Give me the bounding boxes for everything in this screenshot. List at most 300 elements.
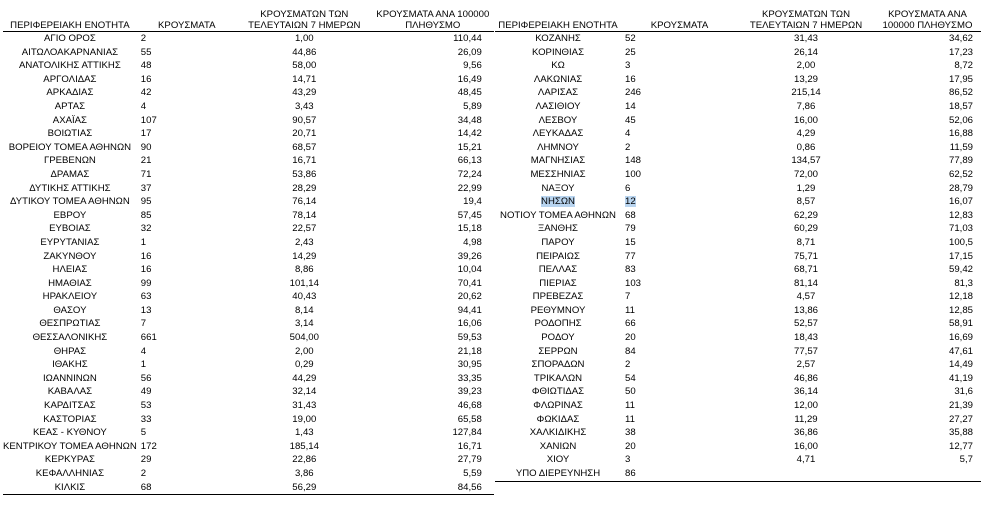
table-row bbox=[495, 331, 981, 345]
last-7-days-cell: 134,57 bbox=[791, 155, 821, 167]
cases-cell: 49 bbox=[140, 386, 152, 398]
per-100k-cell: 8,72 bbox=[954, 60, 973, 72]
regional-cases-table-left bbox=[3, 3, 494, 495]
last-7-days-cell: 2,00 bbox=[294, 345, 314, 357]
cases-cell: 4 bbox=[140, 345, 147, 357]
cases-cell: 63 bbox=[140, 291, 152, 303]
region-name-cell: ΛΕΥΚΑΔΑΣ bbox=[532, 128, 584, 140]
per-100k-cell: 58,91 bbox=[948, 318, 973, 330]
last-7-days-cell: 31,43 bbox=[793, 33, 818, 44]
table-row bbox=[3, 263, 494, 277]
region-name-cell: ΗΡΑΚΛΕΙΟΥ bbox=[42, 291, 98, 303]
per-100k-cell: 12,18 bbox=[948, 291, 973, 303]
region-name-cell: ΣΠΟΡΑΔΩΝ bbox=[531, 359, 585, 371]
table-row bbox=[3, 127, 494, 141]
last-7-days-cell: 62,29 bbox=[793, 209, 818, 221]
per-100k-cell: 21,39 bbox=[948, 400, 973, 412]
last-7-days-cell: 16,00 bbox=[793, 440, 818, 452]
region-name-cell: ΕΒΡΟΥ bbox=[53, 209, 87, 221]
last-7-days-cell: 72,00 bbox=[793, 168, 818, 180]
header-cases: ΚΡΟΥΣΜΑΤΑ bbox=[621, 3, 738, 32]
last-7-days-cell: 4,57 bbox=[796, 291, 816, 303]
last-7-days-cell: 3,43 bbox=[294, 100, 314, 112]
last-7-days-cell: 77,57 bbox=[793, 345, 818, 357]
region-name-cell: ΧΙΟΥ bbox=[546, 454, 570, 466]
per-100k-cell: 110,44 bbox=[453, 33, 482, 44]
table-row bbox=[495, 277, 981, 291]
last-7-days-cell: 76,14 bbox=[292, 196, 317, 208]
last-7-days-cell: 8,71 bbox=[796, 236, 816, 248]
table-row bbox=[3, 453, 494, 467]
last-7-days-cell: 8,86 bbox=[294, 264, 314, 276]
region-name-cell: ΠΕΛΛΑΣ bbox=[538, 264, 578, 276]
table-row bbox=[3, 250, 494, 264]
cases-cell: 16 bbox=[140, 264, 152, 276]
cases-cell: 11 bbox=[625, 304, 635, 316]
table-row bbox=[3, 73, 494, 87]
cases-cell: 661 bbox=[140, 332, 157, 344]
cases-cell: 246 bbox=[625, 87, 642, 99]
region-name-cell: ΥΠΟ ΔΙΕΡΕΥΝΗΣΗ bbox=[495, 467, 621, 481]
per-100k-cell: 16,07 bbox=[948, 196, 973, 208]
cases-cell: 56 bbox=[140, 372, 152, 384]
cases-cell: 6 bbox=[625, 182, 631, 194]
cases-cell: 107 bbox=[140, 114, 157, 126]
region-name-cell: ΘΑΣΟΥ bbox=[53, 304, 87, 316]
per-100k-cell: 10,04 bbox=[457, 264, 482, 276]
last-7-days-cell: 31,43 bbox=[292, 400, 317, 412]
table-row bbox=[495, 59, 981, 73]
last-7-days-cell: 185,14 bbox=[289, 440, 319, 452]
per-100k-cell: 70,41 bbox=[457, 277, 482, 289]
cases-cell: 32 bbox=[140, 223, 152, 235]
per-100k-cell: 33,35 bbox=[457, 372, 482, 384]
per-100k-cell: 4,98 bbox=[463, 236, 482, 248]
per-100k-cell: 81,3 bbox=[954, 277, 973, 289]
last-7-days-cell bbox=[738, 467, 874, 481]
cases-cell: 1 bbox=[140, 359, 147, 371]
cases-cell: 4 bbox=[140, 100, 147, 112]
table-row bbox=[3, 345, 494, 359]
per-100k-cell: 28,79 bbox=[948, 182, 973, 194]
last-7-days-cell: 8,14 bbox=[294, 304, 314, 316]
region-name-cell: ΤΡΙΚΑΛΩΝ bbox=[533, 372, 583, 384]
region-name-cell: ΘΗΡΑΣ bbox=[53, 345, 87, 357]
table-row bbox=[3, 467, 494, 481]
last-7-days-cell: 26,14 bbox=[793, 46, 818, 58]
per-100k-cell: 16,88 bbox=[948, 128, 973, 140]
region-name-cell: ΘΕΣΣΑΛΟΝΙΚΗΣ bbox=[32, 332, 108, 344]
region-name-cell: ΒΟΙΩΤΙΑΣ bbox=[47, 128, 93, 140]
last-7-days-cell: 22,86 bbox=[292, 454, 317, 466]
last-7-days-cell: 68,71 bbox=[793, 264, 818, 276]
last-7-days-cell: 58,00 bbox=[292, 60, 317, 72]
last-7-days-cell: 14,71 bbox=[292, 73, 317, 85]
per-100k-cell: 59,42 bbox=[948, 264, 973, 276]
last-7-days-cell: 18,43 bbox=[793, 332, 818, 344]
per-100k-cell: 31,6 bbox=[954, 386, 973, 398]
region-name-cell: ΑΡΤΑΣ bbox=[54, 100, 86, 112]
table-row bbox=[495, 358, 981, 372]
last-7-days-cell: 28,29 bbox=[292, 182, 317, 194]
table-row bbox=[495, 345, 981, 359]
per-100k-cell: 16,06 bbox=[457, 318, 482, 330]
region-name-cell: ΒΟΡΕΙΟΥ ΤΟΜΕΑ ΑΘΗΝΩΝ bbox=[8, 141, 132, 153]
table-row bbox=[3, 195, 494, 209]
table-row bbox=[3, 385, 494, 399]
last-7-days-cell: 78,14 bbox=[292, 209, 317, 221]
cases-cell: 71 bbox=[140, 168, 152, 180]
table-row bbox=[495, 46, 981, 60]
per-100k-cell: 5,59 bbox=[463, 468, 482, 479]
table-row bbox=[495, 413, 981, 427]
per-100k-cell: 62,52 bbox=[948, 168, 973, 180]
cases-cell: 83 bbox=[625, 264, 636, 276]
table-row bbox=[3, 331, 494, 345]
per-100k-cell: 17,95 bbox=[948, 73, 973, 85]
per-100k-cell: 100,5 bbox=[948, 236, 973, 248]
per-100k-cell: 71,03 bbox=[948, 223, 973, 235]
cases-cell: 54 bbox=[625, 372, 636, 384]
cases-cell: 95 bbox=[140, 196, 152, 208]
region-name-cell: ΡΟΔΟΥ bbox=[541, 332, 575, 344]
selected-text-highlight: 12 bbox=[625, 196, 636, 208]
table-row bbox=[495, 100, 981, 114]
table-row bbox=[3, 209, 494, 223]
cases-cell: 84 bbox=[625, 345, 636, 357]
region-name-cell: ΧΑΝΙΩΝ bbox=[539, 440, 577, 452]
last-7-days-cell: 2,00 bbox=[796, 60, 816, 72]
table-row bbox=[3, 100, 494, 114]
last-7-days-cell: 4,29 bbox=[796, 128, 816, 140]
cases-cell: 90 bbox=[140, 141, 152, 153]
region-name-cell: ΛΕΣΒΟΥ bbox=[538, 114, 578, 126]
cases-cell: 2 bbox=[625, 141, 631, 153]
regional-cases-table-right bbox=[495, 3, 981, 482]
region-name-cell: ΙΩΑΝΝΙΝΩΝ bbox=[43, 372, 97, 384]
per-100k-cell: 9,56 bbox=[463, 60, 482, 72]
last-7-days-cell: 40,43 bbox=[292, 291, 317, 303]
region-name-cell: ΚΑΡΔΙΤΣΑΣ bbox=[44, 400, 96, 412]
region-name-cell: ΚΕΑΣ - ΚΥΘΝΟΥ bbox=[32, 427, 107, 439]
table-row bbox=[3, 358, 494, 372]
per-100k-cell: 57,45 bbox=[457, 209, 482, 221]
cases-cell: 148 bbox=[625, 155, 642, 167]
table-row bbox=[495, 141, 981, 155]
table-row bbox=[495, 86, 981, 100]
last-7-days-cell: 16,00 bbox=[793, 114, 818, 126]
cases-cell: 37 bbox=[140, 182, 152, 194]
table-row bbox=[3, 222, 494, 236]
region-name-cell: ΦΘΙΩΤΙΔΑΣ bbox=[531, 386, 585, 398]
per-100k-cell: 84,56 bbox=[372, 481, 494, 495]
table-row bbox=[3, 141, 494, 155]
per-100k-cell: 127,84 bbox=[452, 427, 482, 439]
last-7-days-cell: 44,29 bbox=[292, 372, 317, 384]
last-7-days-cell: 2,43 bbox=[294, 236, 314, 248]
cases-cell: 11 bbox=[625, 413, 635, 425]
header-last-7-days: ΚΡΟΥΣΜΑΤΩΝ ΤΩΝ ΤΕΛΕΥΤΑΙΩΝ 7 ΗΜΕΡΩΝ bbox=[738, 3, 874, 32]
per-100k-cell: 27,79 bbox=[457, 454, 482, 466]
region-name-cell: ΚΟΡΙΝΘΙΑΣ bbox=[531, 46, 585, 58]
table-row bbox=[3, 440, 494, 454]
region-name-cell: ΠΕΙΡΑΙΩΣ bbox=[536, 250, 580, 262]
region-name-cell: ΛΑΚΩΝΙΑΣ bbox=[533, 73, 583, 85]
cases-cell: 5 bbox=[140, 427, 147, 439]
table-row bbox=[3, 32, 494, 46]
table-row bbox=[495, 385, 981, 399]
per-100k-cell: 22,99 bbox=[457, 182, 482, 194]
region-name-cell: ΔΥΤΙΚΟΥ ΤΟΜΕΑ ΑΘΗΝΩΝ bbox=[10, 196, 130, 208]
table-row bbox=[495, 426, 981, 440]
table-row bbox=[3, 46, 494, 60]
cases-cell: 16 bbox=[625, 73, 636, 85]
cases-cell: 85 bbox=[140, 209, 152, 221]
table-row bbox=[495, 453, 981, 467]
table-row bbox=[495, 182, 981, 196]
per-100k-cell: 46,68 bbox=[457, 400, 482, 412]
cases-cell: 20 bbox=[625, 332, 636, 344]
region-name-cell: ΑΡΚΑΔΙΑΣ bbox=[46, 87, 94, 99]
per-100k-cell: 52,06 bbox=[948, 114, 973, 126]
selected-text-highlight: ΝΗΣΩΝ bbox=[541, 196, 575, 208]
per-100k-cell: 66,13 bbox=[457, 155, 482, 167]
cases-cell: 103 bbox=[625, 277, 642, 289]
cases-cell: 29 bbox=[140, 454, 152, 466]
region-name-cell: ΓΡΕΒΕΝΩΝ bbox=[43, 155, 96, 167]
table-row bbox=[495, 209, 981, 223]
cases-cell: 16 bbox=[140, 73, 152, 85]
table-row bbox=[495, 168, 981, 182]
cases-cell bbox=[621, 195, 738, 209]
cases-cell: 100 bbox=[625, 168, 642, 180]
region-name-cell: ΑΙΤΩΛΟΑΚΑΡΝΑΝΙΑΣ bbox=[21, 46, 119, 58]
region-name-cell: ΜΕΣΣΗΝΙΑΣ bbox=[530, 168, 586, 180]
per-100k-cell: 30,95 bbox=[457, 359, 482, 371]
region-name-cell: ΚΑΣΤΟΡΙΑΣ bbox=[43, 413, 97, 425]
cases-cell: 2 bbox=[140, 33, 147, 44]
per-100k-cell: 47,61 bbox=[948, 345, 973, 357]
per-100k-cell: 39,26 bbox=[457, 250, 482, 262]
per-100k-cell: 86,52 bbox=[948, 87, 973, 99]
header-region: ΠΕΡΙΦΕΡΕΙΑΚΗ ΕΝΟΤΗΤΑ bbox=[3, 3, 137, 32]
last-7-days-cell: 75,71 bbox=[793, 250, 818, 262]
cases-cell: 55 bbox=[140, 46, 152, 58]
table-row bbox=[3, 290, 494, 304]
region-name-cell: ΑΓΙΟ ΟΡΟΣ bbox=[44, 33, 96, 44]
region-name-cell: ΦΩΚΙΔΑΣ bbox=[536, 413, 580, 425]
cases-cell: 42 bbox=[140, 87, 152, 99]
cases-cell: 172 bbox=[140, 440, 157, 452]
cases-cell: 2 bbox=[625, 359, 631, 371]
last-7-days-cell: 1,43 bbox=[294, 427, 314, 439]
table-row bbox=[495, 399, 981, 413]
cases-cell: 17 bbox=[140, 128, 152, 140]
region-name-cell: ΠΙΕΡΙΑΣ bbox=[539, 277, 577, 289]
cases-cell: 79 bbox=[625, 223, 636, 235]
cases-cell: 48 bbox=[140, 60, 152, 72]
per-100k-cell: 15,21 bbox=[457, 141, 482, 153]
header-last-7-days: ΚΡΟΥΣΜΑΤΩΝ ΤΩΝ ΤΕΛΕΥΤΑΙΩΝ 7 ΗΜΕΡΩΝ bbox=[237, 3, 372, 32]
last-7-days-cell: 2,57 bbox=[796, 359, 816, 371]
last-7-days-cell: 52,57 bbox=[793, 318, 818, 330]
table-body-right bbox=[495, 32, 981, 482]
last-7-days-cell: 46,86 bbox=[793, 372, 818, 384]
table-row bbox=[495, 127, 981, 141]
per-100k-cell: 41,19 bbox=[948, 372, 973, 384]
per-100k-cell: 12,85 bbox=[948, 304, 973, 316]
cases-cell: 2 bbox=[140, 468, 147, 479]
cases-cell: 25 bbox=[625, 46, 636, 58]
cases-cell: 14 bbox=[625, 100, 636, 112]
header-per-100k: ΚΡΟΥΣΜΑΤΑ ΑΝΑ 100000 ΠΛΗΘΥΣΜΟ bbox=[372, 3, 494, 32]
table-row bbox=[495, 317, 981, 331]
region-name-cell: ΚΑΒΑΛΑΣ bbox=[47, 386, 93, 398]
cases-cell: 7 bbox=[625, 291, 631, 303]
per-100k-cell: 34,62 bbox=[948, 33, 973, 44]
table-row bbox=[3, 86, 494, 100]
cases-cell: 1 bbox=[140, 236, 147, 248]
table-row bbox=[3, 236, 494, 250]
per-100k-cell: 59,53 bbox=[457, 332, 482, 344]
cases-cell: 86 bbox=[621, 467, 738, 481]
cases-cell: 99 bbox=[140, 277, 152, 289]
cases-cell: 45 bbox=[625, 114, 636, 126]
last-7-days-cell: 16,71 bbox=[292, 155, 317, 167]
region-name-cell: ΔΥΤΙΚΗΣ ΑΤΤΙΚΗΣ bbox=[29, 182, 111, 194]
table-row bbox=[3, 481, 494, 495]
last-7-days-cell: 20,71 bbox=[292, 128, 317, 140]
cases-cell: 3 bbox=[625, 60, 631, 72]
table-row bbox=[3, 426, 494, 440]
table-row bbox=[495, 236, 981, 250]
table-row bbox=[495, 154, 981, 168]
region-name-cell: ΛΗΜΝΟΥ bbox=[537, 141, 579, 153]
region-name-cell: ΝΟΤΙΟΥ ΤΟΜΕΑ ΑΘΗΝΩΝ bbox=[500, 209, 616, 221]
last-7-days-cell: 0,29 bbox=[294, 359, 314, 371]
table-row bbox=[3, 413, 494, 427]
cases-cell: 16 bbox=[140, 250, 152, 262]
region-name-cell: ΡΟΔΟΠΗΣ bbox=[534, 318, 582, 330]
cases-cell: 20 bbox=[625, 440, 636, 452]
last-7-days-cell: 36,14 bbox=[793, 386, 818, 398]
last-7-days-cell: 11,29 bbox=[794, 413, 818, 425]
per-100k-cell: 77,89 bbox=[948, 155, 973, 167]
region-name-cell: ΦΛΩΡΙΝΑΣ bbox=[533, 400, 583, 412]
region-name-cell: ΠΡΕΒΕΖΑΣ bbox=[532, 291, 584, 303]
region-name-cell: ΙΘΑΚΗΣ bbox=[52, 359, 88, 371]
table-row bbox=[3, 277, 494, 291]
header-cases: ΚΡΟΥΣΜΑΤΑ bbox=[137, 3, 237, 32]
per-100k-cell: 11,59 bbox=[949, 141, 973, 153]
region-name-cell: ΛΑΡΙΣΑΣ bbox=[537, 87, 579, 99]
region-name-cell: ΣΕΡΡΩΝ bbox=[538, 345, 578, 357]
table-row bbox=[3, 317, 494, 331]
table-header-row bbox=[495, 3, 981, 32]
last-7-days-cell: 12,00 bbox=[793, 400, 818, 412]
table-row bbox=[495, 372, 981, 386]
table-row bbox=[495, 195, 981, 209]
cases-cell: 38 bbox=[625, 427, 636, 439]
cases-cell: 66 bbox=[625, 318, 636, 330]
table-row bbox=[495, 304, 981, 318]
cases-cell: 77 bbox=[625, 250, 636, 262]
per-100k-cell: 5,7 bbox=[959, 454, 973, 466]
per-100k-cell: 27,27 bbox=[948, 413, 973, 425]
table-row bbox=[3, 59, 494, 73]
last-7-days-cell: 1,00 bbox=[294, 33, 314, 44]
table-row bbox=[3, 168, 494, 182]
cases-cell: 53 bbox=[140, 400, 152, 412]
header-region: ΠΕΡΙΦΕΡΕΙΑΚΗ ΕΝΟΤΗΤΑ bbox=[495, 3, 621, 32]
table-row bbox=[495, 73, 981, 87]
region-name-cell: ΚΙΛΚΙΣ bbox=[3, 481, 137, 495]
table-row bbox=[495, 114, 981, 128]
table-body-left bbox=[3, 32, 494, 495]
cases-cell: 4 bbox=[625, 128, 631, 140]
per-100k-cell: 34,48 bbox=[457, 114, 482, 126]
region-name-cell: ΚΟΖΑΝΗΣ bbox=[535, 33, 581, 44]
region-name-cell: ΠΑΡΟΥ bbox=[541, 236, 575, 248]
table-row bbox=[495, 290, 981, 304]
cases-cell: 33 bbox=[140, 413, 152, 425]
table-row bbox=[495, 32, 981, 46]
per-100k-cell: 16,49 bbox=[457, 73, 482, 85]
table-row bbox=[495, 467, 981, 481]
region-name-cell: ΞΑΝΘΗΣ bbox=[538, 223, 578, 235]
last-7-days-cell: 53,86 bbox=[292, 168, 317, 180]
header-per-100k: ΚΡΟΥΣΜΑΤΑ ΑΝΑ 100000 ΠΛΗΘΥΣΜΟ bbox=[874, 3, 981, 32]
last-7-days-cell: 1,29 bbox=[796, 182, 816, 194]
per-100k-cell: 16,71 bbox=[457, 440, 482, 452]
last-7-days-cell: 19,00 bbox=[292, 413, 317, 425]
cases-cell: 68 bbox=[625, 209, 636, 221]
per-100k-cell bbox=[874, 467, 981, 481]
region-name-cell: ΧΑΛΚΙΔΙΚΗΣ bbox=[529, 427, 587, 439]
per-100k-cell: 5,89 bbox=[463, 100, 482, 112]
region-name-cell: ΑΧΑΪΑΣ bbox=[52, 114, 87, 126]
last-7-days-cell: 68,57 bbox=[292, 141, 317, 153]
table-header-row bbox=[3, 3, 494, 32]
last-7-days-cell: 4,71 bbox=[796, 454, 816, 466]
last-7-days-cell: 101,14 bbox=[289, 277, 319, 289]
last-7-days-cell: 13,29 bbox=[793, 73, 818, 85]
per-100k-cell: 12,83 bbox=[948, 209, 973, 221]
table-row bbox=[3, 182, 494, 196]
cases-cell: 13 bbox=[140, 304, 152, 316]
last-7-days-cell: 215,14 bbox=[791, 87, 821, 99]
last-7-days-cell: 3,86 bbox=[294, 468, 314, 479]
per-100k-cell: 12,77 bbox=[948, 440, 973, 452]
last-7-days-cell: 90,57 bbox=[292, 114, 317, 126]
per-100k-cell: 14,42 bbox=[457, 128, 482, 140]
per-100k-cell: 35,88 bbox=[948, 427, 973, 439]
per-100k-cell: 17,15 bbox=[948, 250, 973, 262]
per-100k-cell: 94,41 bbox=[457, 304, 482, 316]
per-100k-cell: 48,45 bbox=[457, 87, 482, 99]
per-100k-cell: 21,18 bbox=[457, 345, 482, 357]
last-7-days-cell: 8,57 bbox=[796, 196, 816, 208]
per-100k-cell: 15,18 bbox=[457, 223, 482, 235]
table-row bbox=[3, 114, 494, 128]
table-row bbox=[3, 154, 494, 168]
region-name-cell: ΘΕΣΠΡΩΤΙΑΣ bbox=[39, 318, 101, 330]
last-7-days-cell: 504,00 bbox=[289, 332, 319, 344]
cases-cell: 7 bbox=[140, 318, 147, 330]
region-name-cell: ΖΑΚΥΝΘΟΥ bbox=[43, 250, 97, 262]
cases-cell: 11 bbox=[625, 400, 635, 412]
region-name-cell: ΗΜΑΘΙΑΣ bbox=[48, 277, 92, 289]
